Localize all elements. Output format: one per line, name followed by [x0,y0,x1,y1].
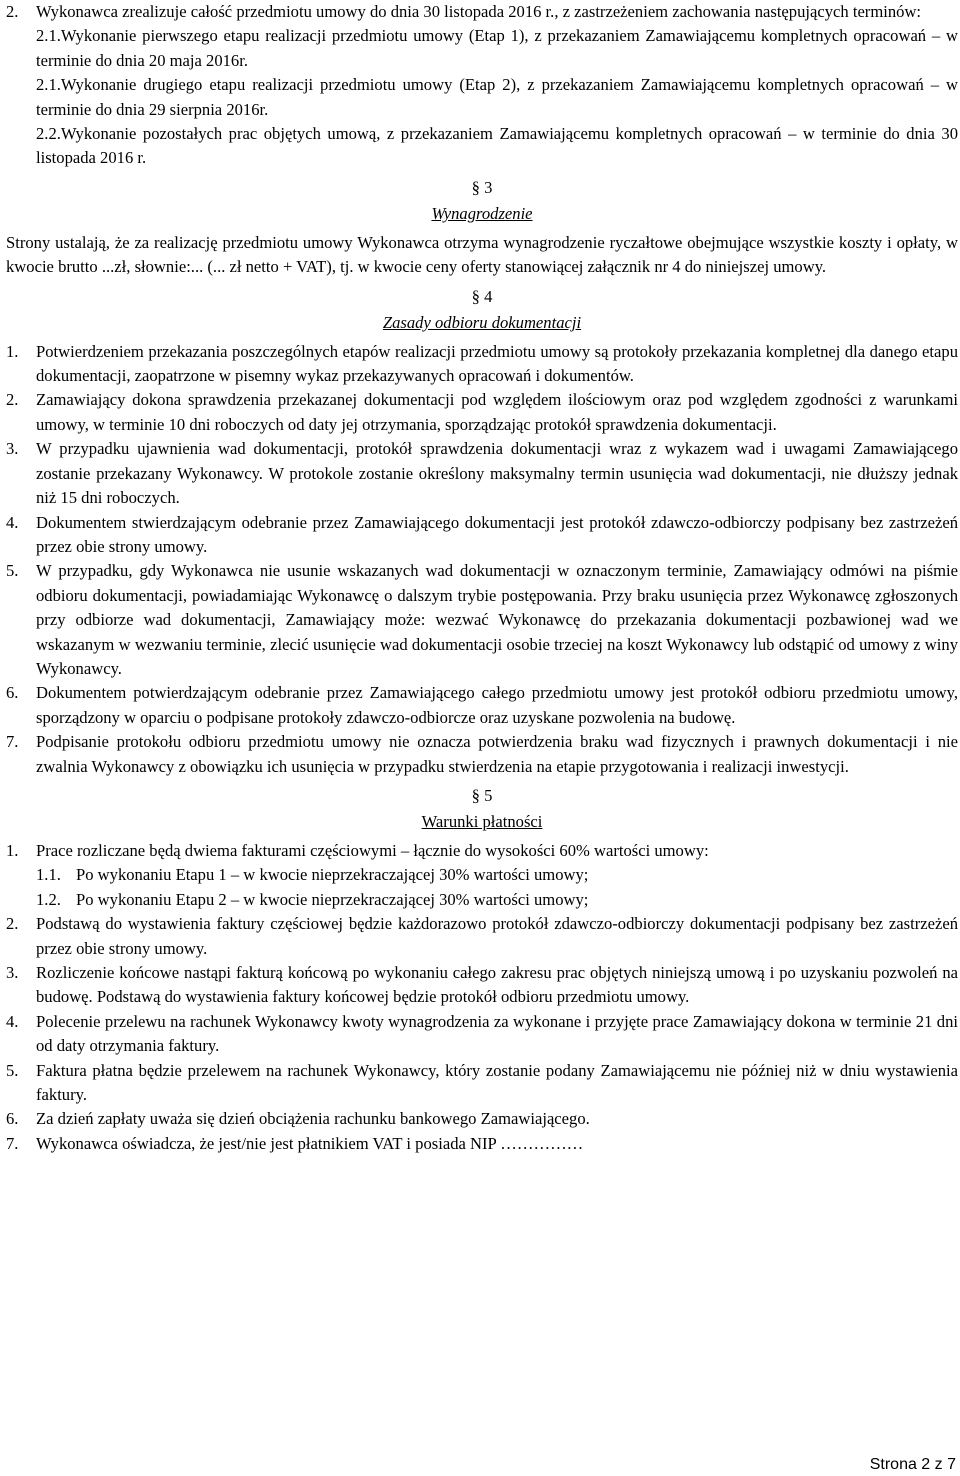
item-text: Polecenie przelewu na rachunek Wykonawcy kwoty wynagrodzenia za wykonane i przyjęte prace Zamawiający dokona w terminie 21 dni od daty otrzymania faktury. [36,1011,958,1056]
item-text: W przypadku, gdy Wykonawca nie usunie wskazanych wad dokumentacji w oznaczonym terminie, Zamawiający odmówi na piśmie odbioru dokumentacji, powiadamiając Wykonawcę o dalszym trybie postępowania. Przy braku usunięcia przez Wykonawcę zgłoszonych przy odbiorze wad dokumentacji, Zamawiający może: wezwać Wykonawcę do przekazania dokumentacji pozbawionej wad we wskazanym w wezwaniu terminie, zlecić usunięcie wad dokumentacji osobie trzeciej na koszt Wykonawcy lub odstąpić od umowy z winy Wykonawcy. [36,561,958,678]
list-item [6,1059,958,1108]
subitem-2-2: 2.2.Wykonanie pozostałych prac objętych umową, z przekazaniem Zamawiającemu kompletnych opracowań – w terminie do dnia 30 listopada 2016 r. [36,124,958,168]
item-text: Podstawą do wystawienia faktury częściowej będzie każdorazowo protokół zdawczo-odbiorczy dokumentacji podpisany bez zastrzeżeń przez obie strony umowy. [36,914,958,958]
item-text: Wykonawca oświadcza, że jest/nie jest płatnikiem VAT i posiada NIP …………… [36,1133,584,1153]
page-number: Strona 2 z 7 [869,1456,956,1473]
item-text: W przypadku ujawnienia wad dokumentacji, protokół sprawdzenia dokumentacji wraz z wykazem wad i uwagami Zamawiającego zostanie przekazany Wykonawcy. W protokole zostanie określony maksymalny termin usunięcia wad dokumentacji, nie dłuższy jednak niż 15 dni roboczych. [36,439,958,508]
list-item [6,681,958,730]
sub-list-item [36,888,958,912]
item-number: 6. [6,683,19,703]
section-5-list [6,839,958,1156]
item-text: Potwierdzeniem przekazania poszczególnych etapów realizacji przedmiotu umowy są protokoły przekazania kompletnej dla danego etapu dokumentacji, zaopatrzone w pisemny wykaz przekazywanych opracowań i dokumentów. [36,341,958,386]
item-text: Dokumentem potwierdzającym odebranie przez Zamawiającego całego przedmiotu umowy jest protokół odbioru przedmiotu umowy, sporządzony w oparciu o podpisane protokoły zdawczo-odbiorcze oraz uzyskane pozwolenia na budowę. [36,683,958,727]
item-number: 3. [6,963,19,982]
item-number: 6. [6,1109,19,1129]
list-item [6,437,958,510]
list-item [6,559,958,681]
item-text: Dokumentem stwierdzającym odebranie przez Zamawiającego dokumentacji jest protokół zdawczo-odbiorczy podpisany bez zastrzeżeń przez obie strony umowy. [36,512,958,556]
subitem-2-1b: 2.1.Wykonanie drugiego etapu realizacji przedmiotu umowy (Etap 2), z przekazaniem Zamawiającemu kompletnych opracowań – w terminie do dnia 29 sierpnia 2016r. [36,75,958,119]
item-number: 1. [6,840,19,860]
section-title: Zasady odbioru dokumentacji [382,312,582,332]
contract-item-2 [6,0,958,24]
list-item [6,1132,958,1156]
list-item [6,1107,958,1131]
item-text: Zamawiający dokona sprawdzenia przekazanej dokumentacji pod względem ilościowym oraz pod względem zgodności z warunkami umowy, w terminie 10 dni roboczych od daty jej otrzymania, sporządzając protokół sprawdzenia dokumentacji. [36,390,958,434]
list-item [6,340,958,389]
item-number: 5. [6,561,19,581]
item-number: 5. [6,1060,19,1080]
item-text: Podpisanie protokołu odbioru przedmiotu umowy nie oznacza potwierdzenia braku wad fizycznych i prawnych dokumentacji i nie zwalnia Wykonawcy z obowiązku ich usunięcia w przypadku stwierdzenia na etapie przygotowania i realizacji inwestycji. [36,732,958,776]
item-number: 7. [6,732,19,752]
item-text: Wykonawca zrealizuje całość przedmiotu umowy do dnia 30 listopada 2016 r., z zastrzeżeniem zachowania następujących terminów: [36,2,922,21]
item-number: 2. [6,914,19,934]
section-sign: § 5 [471,785,493,805]
list-item [6,912,958,961]
item-number: 1. [6,341,19,361]
item-text: Prace rozliczane będą dwiema fakturami częściowymi – łącznie do wysokości 60% wartości umowy: [36,840,709,860]
section-4-heading [6,280,958,336]
list-item [6,730,958,779]
item-number: 1.2. [36,889,61,909]
list-item [6,839,958,863]
section-3-heading [6,171,958,227]
item-number: 7. [6,1133,19,1153]
section-3-text: Strony ustalają, że za realizację przedmiotu umowy Wykonawca otrzyma wynagrodzenie ryczałtowe obejmujące wszystkie koszty i opłaty, w kwocie brutto ...zł, słownie:... (... zł netto + VAT), tj. w kwocie ceny oferty stanowiącej załącznik nr 4 do niniejszej umowy. [6,232,958,277]
item-number: 4. [6,512,19,532]
list-item [6,388,958,437]
sub-list-item [36,863,958,887]
item-number: 3. [6,439,19,459]
section-4-list [6,340,958,779]
item-number: 2. [6,2,19,21]
item-text: Faktura płatna będzie przelewem na rachunek Wykonawcy, który zostanie podany Zamawiającemu nie później niż w dniu wystawienia faktury. [36,1060,958,1105]
item-text: Po wykonaniu Etapu 1 – w kwocie nieprzekraczającej 30% wartości umowy; [76,865,589,885]
list-item [6,1010,958,1059]
item-text: Po wykonaniu Etapu 2 – w kwocie nieprzekraczającej 30% wartości umowy; [76,889,589,909]
item-number: 2. [6,390,19,410]
item-text: Rozliczenie końcowe nastąpi fakturą końcową po wykonaniu całego zakresu prac objętych niniejszą umową i po uzyskaniu pozwoleń na budowę. Podstawą do wystawienia faktury końcowej będzie protokół odbioru przedmiotu umowy. [36,963,958,1007]
section-5-heading [6,779,958,835]
section-sign: § 3 [471,177,493,197]
item-text: Za dzień zapłaty uważa się dzień obciążenia rachunku bankowego Zamawiającego. [36,1109,590,1129]
subitem-2-1a: 2.1.Wykonanie pierwszego etapu realizacji przedmiotu umowy (Etap 1), z przekazaniem Zamawiającemu kompletnych opracowań – w terminie do dnia 20 maja 2016r. [36,26,958,70]
item-number: 1.1. [36,865,61,885]
section-title: Wynagrodzenie [431,203,533,223]
section-sign: § 4 [471,286,493,306]
item-number: 4. [6,1011,19,1031]
list-item [6,511,958,560]
list-item [6,961,958,1010]
section-title: Warunki płatności [421,811,543,831]
